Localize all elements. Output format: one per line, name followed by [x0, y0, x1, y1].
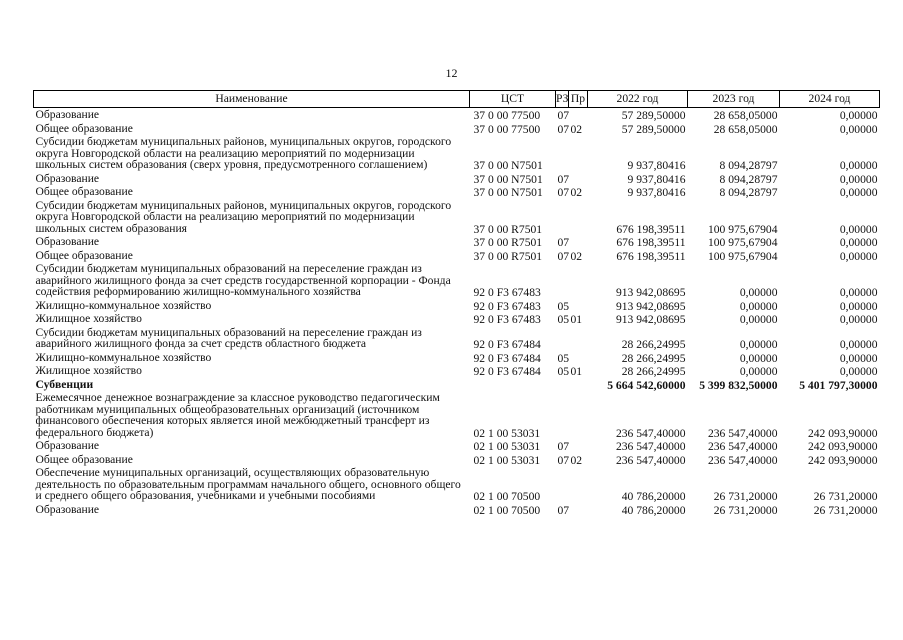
row-pr	[569, 235, 588, 249]
row-name: Образование	[35, 171, 100, 185]
row-value-2023: 8 094,28797	[719, 186, 778, 199]
row-pr	[569, 262, 588, 299]
row-rz: 07	[557, 122, 570, 136]
row-value-2023: 28 658,05000	[713, 109, 778, 122]
table-body	[34, 108, 880, 517]
table-row	[34, 312, 880, 326]
table-row	[34, 262, 880, 299]
row-value-2023: 0,00000	[739, 313, 778, 326]
row-name: Общее образование	[35, 248, 133, 262]
table-row	[34, 439, 880, 453]
row-value-2024: 0,00000	[839, 313, 878, 326]
row-pr: 01	[570, 313, 583, 326]
row-value-2023: 8 094,28797	[719, 159, 778, 172]
row-cst: 37 0 00 N7501	[473, 159, 543, 172]
row-cst	[470, 378, 556, 392]
row-cst: 92 0 F3 67483	[473, 313, 541, 326]
row-value-2023: 26 731,20000	[713, 503, 778, 517]
row-value-2022: 913 942,08695	[615, 299, 686, 313]
row-pr	[569, 199, 588, 236]
row-name: Жилищное хозяйство	[35, 364, 142, 377]
row-value-2024: 0,00000	[839, 365, 878, 378]
row-rz	[556, 199, 569, 236]
row-cst: 37 0 00 77500	[473, 109, 541, 122]
row-cst: 37 0 00 N7501	[473, 186, 543, 199]
row-value-2024: 0,00000	[839, 122, 878, 136]
row-cst: 92 0 F3 67484	[473, 365, 541, 378]
row-pr	[569, 503, 588, 517]
row-pr: 02	[570, 186, 583, 199]
row-value-2023: 5 399 832,50000	[699, 378, 778, 392]
row-value-2022: 28 266,24995	[621, 351, 686, 365]
row-value-2024: 0,00000	[839, 338, 878, 351]
table-row	[34, 249, 880, 263]
table-row	[34, 235, 880, 249]
row-rz: 05	[557, 351, 570, 365]
row-pr	[569, 466, 588, 503]
row-value-2023: 236 547,40000	[707, 453, 778, 467]
row-cst: 37 0 00 N7501	[473, 172, 543, 186]
row-value-2024: 0,00000	[839, 299, 878, 313]
row-cst: 02 1 00 53031	[473, 453, 541, 467]
row-value-2023: 0,00000	[739, 338, 778, 351]
row-value-2022: 9 937,80416	[627, 159, 686, 172]
row-rz: 07	[557, 186, 570, 199]
row-value-2023: 28 658,05000	[713, 122, 778, 136]
row-value-2023: 100 975,67904	[707, 249, 778, 263]
row-pr: 02	[570, 249, 583, 263]
row-value-2024: 5 401 797,30000	[799, 378, 878, 392]
row-value-2023: 0,00000	[739, 365, 778, 378]
row-value-2024: 0,00000	[839, 109, 878, 122]
row-rz	[556, 466, 569, 503]
row-value-2024: 26 731,20000	[813, 503, 878, 517]
row-value-2022: 9 937,80416	[627, 186, 686, 199]
row-pr	[569, 351, 588, 365]
row-pr	[569, 135, 588, 172]
table-row	[34, 364, 880, 378]
row-name: Субсидии бюджетам муниципальных образований на переселение граждан из аварийного жилищного фонда за счет средств государственной корпорации - Фонда содействия реформированию жилищно-коммунального хозяйства	[35, 262, 451, 298]
budget-table	[33, 90, 880, 516]
table-row	[34, 466, 880, 503]
row-rz: 07	[557, 109, 570, 122]
row-pr	[569, 378, 588, 392]
row-value-2023: 0,00000	[739, 286, 778, 299]
row-value-2022: 676 198,39511	[616, 236, 686, 249]
row-value-2023: 100 975,67904	[707, 222, 778, 236]
row-value-2024: 0,00000	[839, 286, 878, 299]
row-cst: 92 0 F3 67484	[473, 338, 541, 351]
header-2022: 2022 год	[588, 91, 688, 108]
row-rz: 07	[557, 503, 570, 517]
row-value-2023: 100 975,67904	[707, 236, 778, 249]
row-rz	[556, 135, 569, 172]
row-value-2023: 0,00000	[739, 299, 778, 313]
table-row	[34, 135, 880, 172]
row-value-2023: 26 731,20000	[713, 490, 778, 503]
row-value-2024: 0,00000	[839, 222, 878, 236]
row-name: Общее образование	[35, 185, 133, 198]
row-value-2022: 57 289,50000	[621, 109, 686, 122]
table-row	[34, 351, 880, 365]
row-value-2022: 676 198,39511	[616, 222, 686, 236]
row-value-2023: 236 547,40000	[707, 426, 778, 440]
row-name: Субвенции	[35, 377, 94, 391]
row-cst: 02 1 00 70500	[473, 490, 541, 503]
row-cst: 02 1 00 70500	[473, 503, 541, 517]
row-pr: 01	[570, 365, 583, 378]
row-value-2024: 26 731,20000	[813, 490, 878, 503]
row-name: Субсидии бюджетам муниципальных образований на переселение граждан из аварийного жилищного фонда за счет средств областного бюджета	[35, 325, 422, 350]
row-rz	[556, 391, 569, 439]
row-name: Субсидии бюджетам муниципальных районов, муниципальных округов, городского округа Новгородской области на реализацию мероприятий по модернизации школьных систем образования	[35, 198, 452, 235]
row-rz: 07	[557, 172, 570, 186]
row-name: Субсидии бюджетам муниципальных районов, муниципальных округов, городского округа Новгородской области на реализацию мероприятий по модернизации школьных систем образования (сверх уровня, предусмотренного соглашением)	[35, 135, 452, 171]
page-number: 12	[445, 66, 458, 80]
row-pr	[569, 108, 588, 122]
row-pr	[569, 326, 588, 351]
row-value-2022: 676 198,39511	[616, 249, 686, 263]
row-value-2022: 913 942,08695	[615, 313, 686, 326]
row-name: Образование	[35, 502, 100, 516]
row-value-2024: 242 093,90000	[807, 440, 878, 453]
table-row	[34, 185, 880, 199]
row-value-2022: 40 786,20000	[621, 490, 686, 503]
row-name: Обеспечение муниципальных организаций, осуществляющих образовательную деятельность по образовательным программам начального общего, основного общего и среднего общего образования, учебниками и учебными пособиями	[35, 466, 461, 502]
row-pr	[569, 439, 588, 453]
row-name: Жилищно-коммунальное хозяйство	[35, 298, 212, 312]
row-rz: 05	[557, 365, 570, 378]
row-value-2022: 57 289,50000	[621, 122, 686, 136]
header-pr: Пр	[569, 91, 588, 108]
row-value-2022: 9 937,80416	[627, 172, 686, 186]
header-name: Наименование	[34, 91, 470, 108]
row-pr	[569, 172, 588, 186]
table-row	[34, 122, 880, 136]
row-name: Ежемесячное денежное вознаграждение за классное руководство педагогическим работникам муниципальных общеобразовательных организаций (источником финансового обеспечения которых является иной межбюджетный трансферт из федерального бюджета)	[35, 391, 440, 439]
table-row	[34, 378, 880, 392]
row-cst: 92 0 F3 67484	[473, 351, 541, 365]
table-row	[34, 172, 880, 186]
row-value-2022: 28 266,24995	[621, 338, 686, 351]
row-value-2023: 0,00000	[739, 351, 778, 365]
row-value-2024: 0,00000	[839, 236, 878, 249]
row-value-2023: 8 094,28797	[719, 172, 778, 186]
header-cst: ЦСТ	[470, 91, 556, 108]
row-value-2022: 40 786,20000	[621, 503, 686, 517]
row-cst: 37 0 00 R7501	[473, 222, 543, 236]
table-row	[34, 108, 880, 122]
row-value-2022: 236 547,40000	[615, 426, 686, 440]
row-pr: 02	[570, 453, 583, 467]
row-name: Общее образование	[35, 452, 133, 466]
table-row	[34, 299, 880, 313]
row-value-2024: 0,00000	[839, 186, 878, 199]
table-row	[34, 391, 880, 439]
row-name: Жилищно-коммунальное хозяйство	[35, 350, 212, 364]
table-row	[34, 453, 880, 467]
row-rz: 07	[557, 453, 570, 467]
row-value-2022: 236 547,40000	[615, 440, 686, 453]
row-rz: 05	[557, 299, 570, 313]
row-name: Жилищное хозяйство	[35, 312, 142, 325]
row-value-2024: 0,00000	[839, 172, 878, 186]
row-rz: 07	[557, 236, 570, 249]
row-rz	[556, 262, 569, 299]
row-value-2022: 913 942,08695	[615, 286, 686, 299]
row-cst: 37 0 00 R7501	[473, 249, 543, 263]
header-rz: РЗ	[556, 91, 569, 108]
header-2024: 2024 год	[780, 91, 880, 108]
row-value-2024: 242 093,90000	[807, 453, 878, 467]
row-rz	[556, 326, 569, 351]
row-cst: 92 0 F3 67483	[473, 286, 541, 299]
row-rz: 05	[557, 313, 570, 326]
table-row	[34, 503, 880, 517]
row-pr	[569, 299, 588, 313]
row-value-2024: 0,00000	[839, 351, 878, 365]
row-value-2022: 5 664 542,60000	[607, 378, 686, 392]
row-rz: 07	[557, 440, 570, 453]
row-cst: 02 1 00 53031	[473, 440, 541, 453]
row-pr: 02	[570, 122, 583, 136]
header-2023: 2023 год	[688, 91, 780, 108]
table-row	[34, 199, 880, 236]
row-name: Образование	[35, 108, 100, 121]
row-rz	[556, 378, 569, 392]
row-value-2022: 28 266,24995	[621, 365, 686, 378]
row-value-2022: 236 547,40000	[615, 453, 686, 467]
row-name: Общее образование	[35, 121, 133, 135]
table-row	[34, 326, 880, 351]
row-rz: 07	[557, 249, 570, 263]
row-name: Образование	[35, 235, 100, 248]
row-value-2023: 236 547,40000	[707, 440, 778, 453]
row-cst: 37 0 00 77500	[473, 122, 541, 136]
row-name: Образование	[35, 439, 100, 452]
row-value-2024: 242 093,90000	[807, 426, 878, 440]
row-cst: 37 0 00 R7501	[473, 236, 543, 249]
row-value-2024: 0,00000	[839, 159, 878, 172]
row-cst: 92 0 F3 67483	[473, 299, 541, 313]
table-header-row	[34, 91, 880, 108]
row-cst: 02 1 00 53031	[473, 426, 541, 440]
row-pr	[569, 391, 588, 439]
row-value-2024: 0,00000	[839, 249, 878, 263]
